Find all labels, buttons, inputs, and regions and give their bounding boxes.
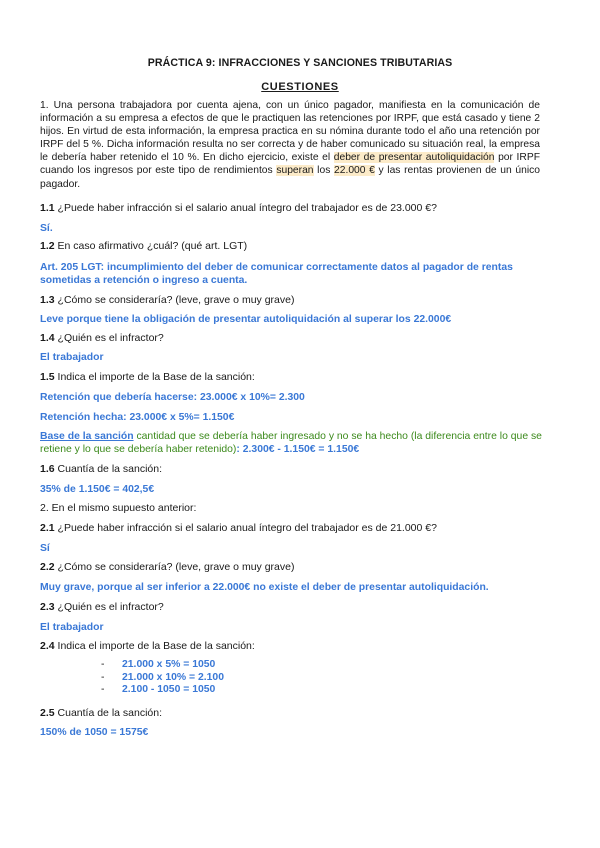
list-item: - 21.000 x 10% = 2.100 bbox=[101, 671, 224, 683]
question-1-4: 1.4 ¿Quién es el infractor? bbox=[40, 332, 164, 344]
question-1-5: 1.5 Indica el importe de la Base de la sanción: bbox=[40, 371, 255, 383]
page-title: PRÁCTICA 9: INFRACCIONES Y SANCIONES TRIBUTARIAS bbox=[147, 57, 453, 69]
question-2-4: 2.4 Indica el importe de la Base de la sanción: bbox=[40, 640, 255, 652]
list-item: - 2.100 - 1050 = 1050 bbox=[101, 684, 216, 696]
answer-1-1: Sí. bbox=[40, 223, 53, 234]
answer-1-5-base: Base de la sanción cantidad que se debería haber ingresado y no se ha hecho (la diferencia entre lo que se retiene y lo que se debería haber retenido): 2.300€ - 1.150€ = 1.150€ bbox=[40, 431, 542, 456]
question-2-2: 2.2 ¿Cómo se consideraría? (leve, grave o muy grave) bbox=[40, 561, 295, 573]
question-2-1: 2.1 ¿Puede haber infracción si el salario anual íntegro del trabajador es de 21.000 €? bbox=[40, 522, 437, 534]
question-2-intro: 2. En el mismo supuesto anterior: bbox=[40, 502, 197, 514]
answer-2-2: Muy grave, porque al ser inferior a 22.000€ no existe el deber de presentar autoliquidación. bbox=[40, 582, 489, 593]
intro-paragraph: 1. Una persona trabajadora por cuenta ajena, con un único pagador, manifiesta en la comunicación de información a su empresa a efectos de que le practiquen las retenciones por IRPF, que está casado y tiene 2 hijos. En virtud de esta información, la empresa practica en su nómina durante todo el año una retención por IRPF del 5 %. Dicha información resulta no ser correcta y de haber comunicado su situación real, la empresa le debería haber retenido el 10 %. En dicho ejercicio, existe el deber de presentar autoliquidación por IRPF cuando los ingresos por este tipo de rendimientos superan los 22.000 € y las rentas provienen de un único pagador. bbox=[40, 100, 541, 190]
question-1-3: 1.3 ¿Cómo se consideraría? (leve, grave o muy grave) bbox=[40, 294, 295, 306]
answer-2-3: El trabajador bbox=[40, 622, 104, 633]
question-2-3: 2.3 ¿Quién es el infractor? bbox=[40, 601, 164, 613]
question-2-5: 2.5 Cuantía de la sanción: bbox=[40, 707, 163, 719]
question-1-2: 1.2 En caso afirmativo ¿cuál? (qué art. LGT) bbox=[40, 240, 248, 252]
question-1-6: 1.6 Cuantía de la sanción: bbox=[40, 463, 163, 475]
answer-1-6: 35% de 1.150€ = 402,5€ bbox=[40, 484, 155, 495]
answer-1-3: Leve porque tiene la obligación de presentar autoliquidación al superar los 22.000€ bbox=[40, 314, 452, 325]
answer-1-2: Art. 205 LGT: incumplimiento del deber de comunicar correctamente datos al pagador de rentas sometidas a retención o ingreso a cuenta. bbox=[40, 262, 513, 287]
answer-2-1: Sí bbox=[40, 543, 50, 554]
answer-1-4: El trabajador bbox=[40, 352, 104, 363]
list-item: - 21.000 x 5% = 1050 bbox=[101, 659, 216, 670]
calculation-list bbox=[101, 659, 224, 697]
section-subtitle: CUESTIONES bbox=[261, 81, 339, 93]
answer-2-5: 150% de 1050 = 1575€ bbox=[40, 727, 149, 738]
highlight-deber: deber de presentar autoliquidación bbox=[333, 152, 495, 164]
highlight-22000: 22.000 € bbox=[334, 165, 375, 177]
answer-1-5-retencion-hecha: Retención hecha: 23.000€ x 5%= 1.150€ bbox=[40, 412, 235, 423]
question-1-1: 1.1 ¿Puede haber infracción si el salario anual íntegro del trabajador es de 23.000 €? bbox=[40, 202, 437, 214]
answer-1-5-retencion-debida: Retención que debería hacerse: 23.000€ x 10%= 2.300 bbox=[40, 392, 305, 403]
highlight-superan: superan bbox=[276, 165, 314, 177]
